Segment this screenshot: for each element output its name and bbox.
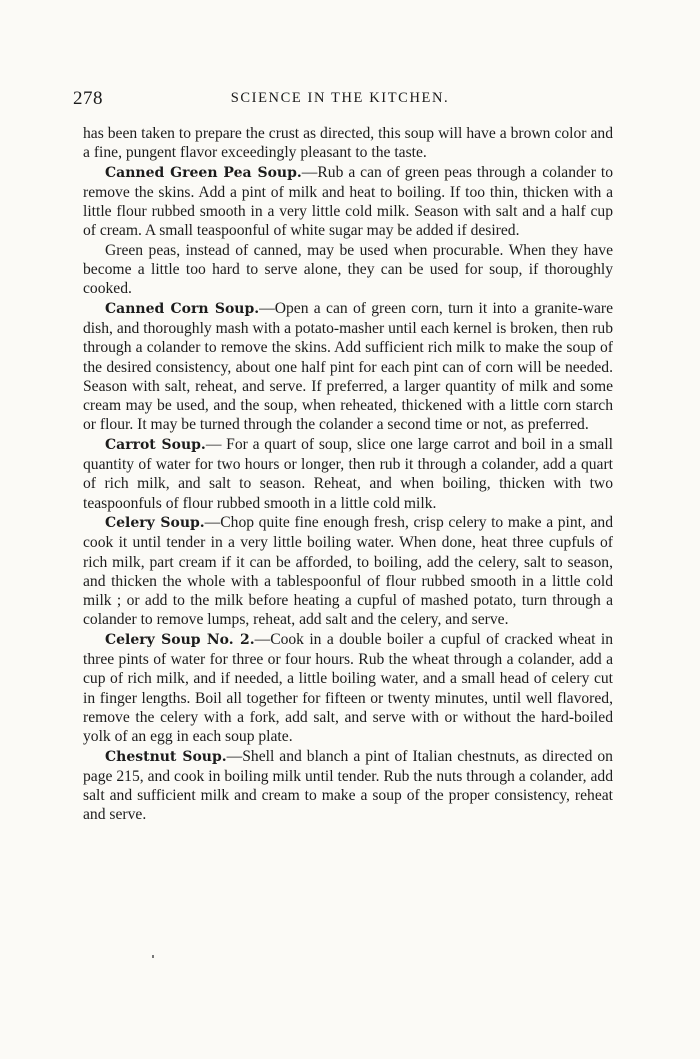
recipe-text: Open a can of green corn, turn it into a granite-ware dish, and thoroughly mash with a potato-masher until each kernel is broken, then rub through a colander to remove the skins. Add sufficient rich milk to make the soup of the desired consistency, about one half pint for each pint can of corn will be needed. Season with salt, reheat, and serve. If preferred, a larger quantity of milk and some cream may be used, and the soup, when reheated, thickened with a little corn starch or flour. It may be turned through the colander a second time or not, as preferred. [83, 299, 613, 434]
recipe-text: Chop quite fine enough fresh, crisp celery to make a pint, and cook it until tender in a very little boiling water. When done, heat three cupfuls of rich milk, part cream if it can be afforded, to boiling, add the celery, salt to season, and thicken the whole with a tablespoonful of flour rubbed smooth in a little cold milk ; or add to the milk before heating a cupful of mashed potato, turn through a colander to remove lumps, reheat, add salt and the celery, and serve. [83, 513, 614, 629]
page-body [83, 124, 613, 825]
paragraph-continuation [83, 124, 613, 163]
recipe-heading: Celery Soup No. 2. [105, 631, 255, 648]
running-head: SCIENCE IN THE KITCHEN. [230, 90, 450, 106]
recipe-heading: Chestnut Soup. [105, 748, 227, 765]
paragraph-green-peas-note [83, 241, 613, 299]
recipe-chestnut-soup: Chestnut Soup.—Shell and blanch a pint of Italian chestnuts, as directed on page 215, and cook in boiling milk until tender. Rub the nuts through a colander, add salt and sufficient milk and cream to make a soup of the proper consistency, reheat and serve. [83, 747, 613, 824]
recipe-text: Cook in a double boiler a cupful of cracked wheat in three pints of water for three or four hours. Rub the wheat through a colander, add a cup of rich milk, and if needed, a little boiling water, and a small head of celery cut in finger lengths. Boil all together for fifteen or twenty minutes, until well flavored, remove the celery with a fork, add salt, and serve with or without the hard-boiled yolk of an egg in each soup plate. [83, 630, 614, 746]
recipe-heading: Celery Soup. [105, 514, 205, 531]
recipe-canned-corn-soup: Canned Corn Soup.—Open a can of green corn, turn it into a granite-ware dish, and thoroughly mash with a potato-masher until each kernel is broken, then rub through a colander to remove the skins. Add sufficient rich milk to make the soup of the desired consistency, about one half pint for each pint can of corn will be needed. Season with salt, reheat, and serve. If preferred, a larger quantity of milk and some cream may be used, and the soup, when reheated, thickened with a little corn starch or flour. It may be turned through the colander a second time or not, as preferred. [83, 299, 613, 434]
recipe-text: For a quart of soup, slice one large carrot and boil in a small quantity of water for two hours or longer, then rub it through a colander, add a quart of rich milk, and salt to season. Reheat, and when boiling, thicken with two teaspoonfuls of flour rubbed smooth in a little cold milk. [83, 435, 614, 512]
recipe-carrot-soup: Carrot Soup.— For a quart of soup, slice one large carrot and boil in a small quantity of water for two hours or longer, then rub it through a colander, add a quart of rich milk, and salt to season. Reheat, and when boiling, thicken with two teaspoonfuls of flour rubbed smooth in a little cold milk. [83, 435, 614, 512]
recipe-celery-soup-no-2: Celery Soup No. 2.—Cook in a double boiler a cupful of cracked wheat in three pints of water for three or four hours. Rub the wheat through a colander, add a cup of rich milk, and if needed, a little boiling water, and a small head of celery cut in finger lengths. Boil all together for fifteen or twenty minutes, until well flavored, remove the celery with a fork, add salt, and serve with or without the hard-boiled yolk of an egg in each soup plate. [83, 630, 614, 746]
recipe-celery-soup: Celery Soup.—Chop quite fine enough fresh, crisp celery to make a pint, and cook it until tender in a very little boiling water. When done, heat three cupfuls of rich milk, part cream if it can be afforded, to boiling, add the celery, salt to season, and thicken the whole with a tablespoonful of flour rubbed smooth in a little cold milk ; or add to the milk before heating a cupful of mashed potato, turn through a colander to remove lumps, reheat, add salt and the celery, and serve. [83, 513, 614, 629]
recipe-heading: Canned Corn Soup. [105, 300, 260, 317]
page-number: 278 [73, 88, 103, 109]
recipe-text: Shell and blanch a pint of Italian chestnuts, as directed on page 215, and cook in boiling milk until tender. Rub the nuts through a colander, add salt and sufficient milk and cream to make a soup of the proper consistency, reheat and serve. [83, 747, 613, 824]
recipe-heading: Canned Green Pea Soup. [105, 164, 302, 181]
print-speck [152, 955, 154, 958]
recipe-canned-green-pea-soup: Canned Green Pea Soup.—Rub a can of green peas through a colander to remove the skins. Add a pint of milk and heat to boiling. If too thin, thicken with a little flour rubbed smooth in a very little cold milk. Season with salt and a half cup of cream. A small teaspoonful of white sugar may be added if desired. [83, 163, 613, 240]
paragraph-text: Green peas, instead of canned, may be used when procurable. When they have become a little too hard to serve alone, they can be used for soup, if thoroughly cooked. [83, 241, 613, 298]
recipe-heading: Carrot Soup. [105, 436, 206, 453]
recipe-text: Rub a can of green peas through a colander to remove the skins. Add a pint of milk and heat to boiling. If too thin, thicken with a little flour rubbed smooth in a very little cold milk. Season with salt and a half cup of cream. A small teaspoonful of white sugar may be added if desired. [83, 163, 613, 240]
paragraph-text: has been taken to prepare the crust as directed, this soup will have a brown color and a fine, pungent flavor exceedingly pleasant to the taste. [83, 125, 613, 162]
